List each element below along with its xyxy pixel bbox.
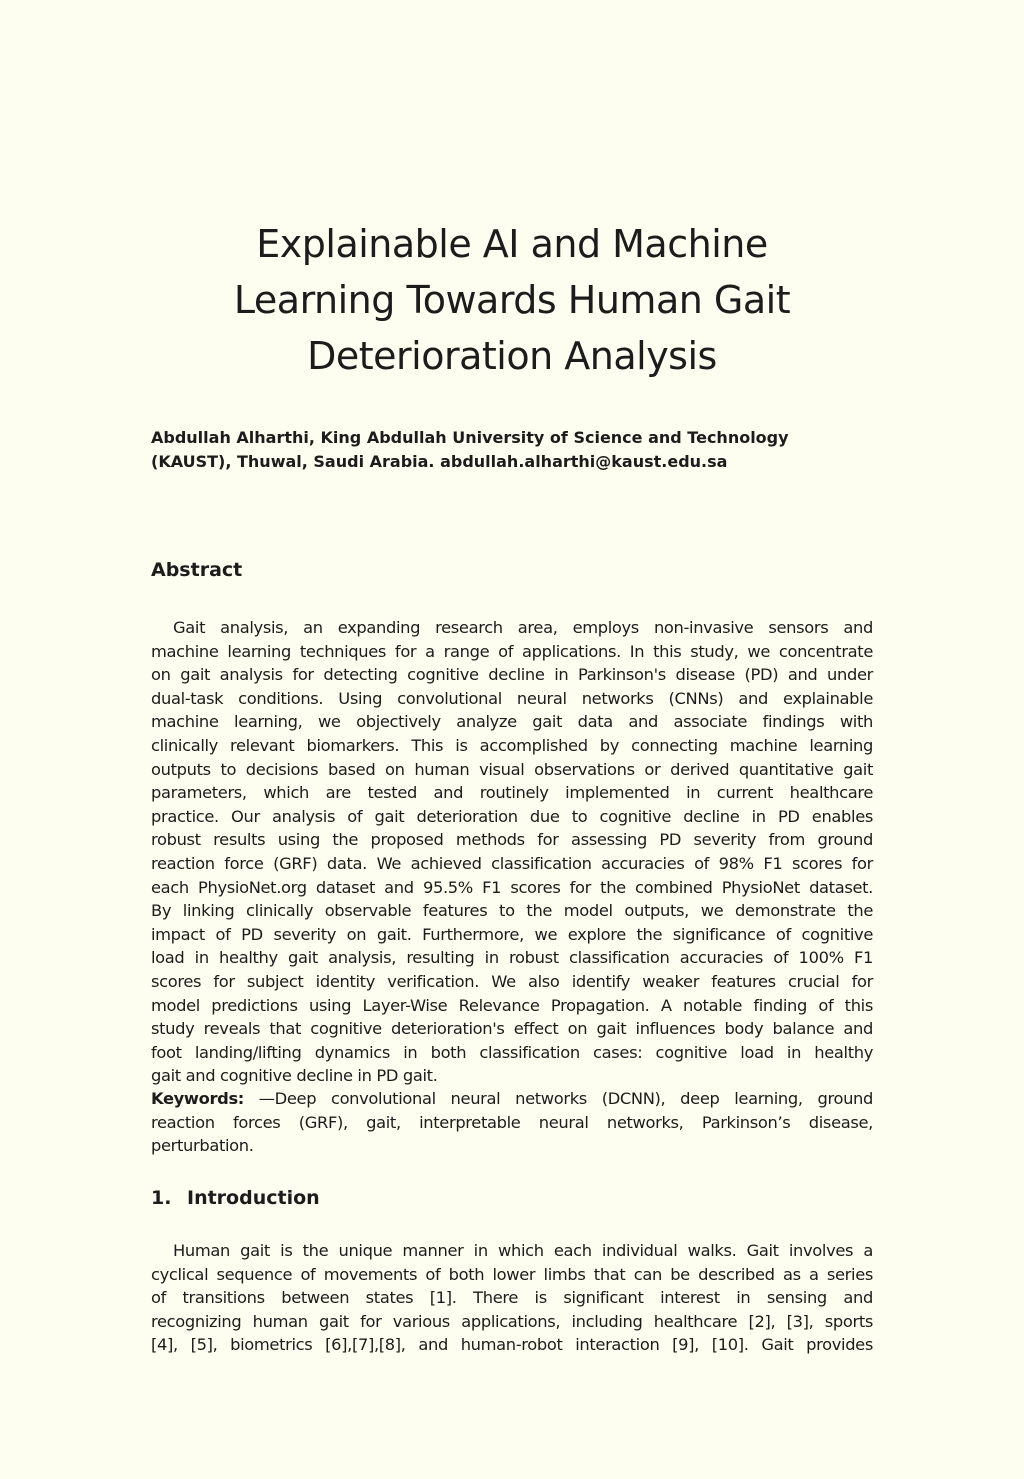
paper-title xyxy=(151,216,873,384)
abstract-line: foot landing/lifting dynamics in both classification cases: cognitive load in healthy xyxy=(151,1042,873,1062)
section-number: 1. xyxy=(151,1187,172,1209)
author-line: Abdullah Alharthi, King Abdullah University of Science and Technology xyxy=(151,428,789,447)
title-line: Learning Towards Human Gait xyxy=(233,278,791,322)
author-line: (KAUST), Thuwal, Saudi Arabia. abdullah.alharthi@kaust.edu.sa xyxy=(151,452,728,471)
introduction-body xyxy=(151,1239,873,1357)
intro-line: [4], [5], biometrics [6],[7],[8], and human-robot interaction [9], [10]. Gait provides xyxy=(151,1335,873,1355)
abstract-line: robust results using the proposed methods for assessing PD severity from ground xyxy=(151,830,873,850)
keywords-text: —Deep convolutional neural networks (DCNN), deep learning, ground xyxy=(243,1089,873,1108)
abstract-line: clinically relevant biomarkers. This is accomplished by connecting machine learning xyxy=(151,735,873,755)
abstract-heading: Abstract xyxy=(151,559,243,581)
title-line: Deterioration Analysis xyxy=(307,334,717,378)
abstract-line: each PhysioNet.org dataset and 95.5% F1 scores for the combined PhysioNet dataset. xyxy=(151,877,873,897)
abstract-line: on gait analysis for detecting cognitive decline in Parkinson's disease (PD) and under xyxy=(151,665,873,685)
keywords-block xyxy=(151,1087,873,1158)
abstract-line: study reveals that cognitive deterioration's effect on gait influences body balance and xyxy=(151,1019,873,1039)
section-title: Introduction xyxy=(187,1187,320,1209)
abstract-line: dual-task conditions. Using convolutional neural networks (CNNs) and explainable xyxy=(151,688,873,708)
abstract-line: machine learning techniques for a range of applications. In this study, we concentrate xyxy=(151,641,873,661)
abstract-line: outputs to decisions based on human visual observations or derived quantitative gait xyxy=(151,759,873,779)
keywords-line xyxy=(151,1087,873,1111)
intro-line: Human gait is the unique manner in which each individual walks. Gait involves a xyxy=(173,1241,873,1260)
keywords-line: perturbation. xyxy=(151,1136,254,1156)
abstract-body xyxy=(151,616,873,1088)
abstract-line: reaction force (GRF) data. We achieved classification accuracies of 98% F1 scores for xyxy=(151,853,873,873)
intro-line: of transitions between states [1]. There is significant interest in sensing and xyxy=(151,1288,873,1308)
abstract-line: machine learning, we objectively analyze gait data and associate findings with xyxy=(151,712,873,732)
abstract-line: load in healthy gait analysis, resulting in robust classification accuracies of 100% F1 xyxy=(151,948,873,968)
abstract-line: parameters, which are tested and routinely implemented in current healthcare xyxy=(151,783,873,803)
abstract-line: scores for subject identity verification. We also identify weaker features crucial for xyxy=(151,971,873,991)
abstract-line: By linking clinically observable features to the model outputs, we demonstrate the xyxy=(151,901,873,921)
keywords-label: Keywords: xyxy=(151,1089,244,1108)
abstract-line: practice. Our analysis of gait deterioration due to cognitive decline in PD enables xyxy=(151,806,873,826)
abstract-line: gait and cognitive decline in PD gait. xyxy=(151,1066,438,1086)
keywords-line: reaction forces (GRF), gait, interpretable neural networks, Parkinson’s disease, xyxy=(151,1112,873,1132)
author-affiliation xyxy=(151,426,873,474)
title-line: Explainable AI and Machine xyxy=(256,222,768,266)
intro-line: cyclical sequence of movements of both lower limbs that can be described as a series xyxy=(151,1264,873,1284)
abstract-line: model predictions using Layer-Wise Relevance Propagation. A notable finding of this xyxy=(151,995,873,1015)
abstract-line: impact of PD severity on gait. Furthermore, we explore the significance of cognitive xyxy=(151,924,873,944)
introduction-heading xyxy=(151,1184,320,1212)
intro-line: recognizing human gait for various applications, including healthcare [2], [3], sports xyxy=(151,1311,873,1331)
abstract-line: Gait analysis, an expanding research area, employs non-invasive sensors and xyxy=(173,618,873,637)
